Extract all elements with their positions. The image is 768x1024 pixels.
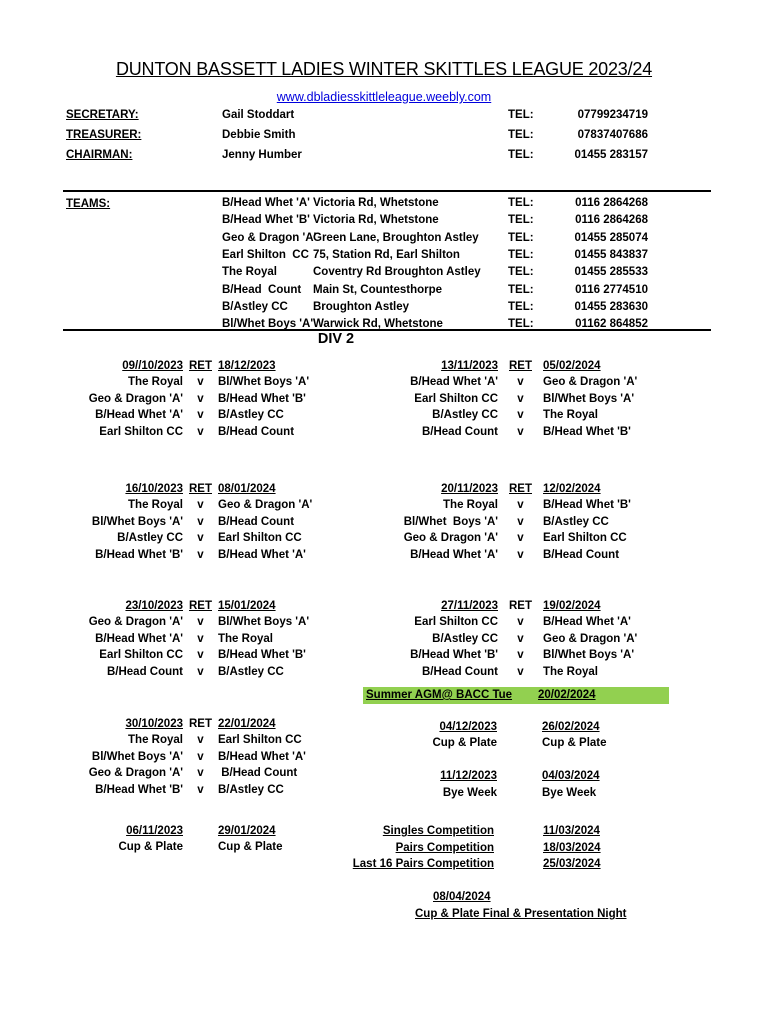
versus-label: v bbox=[517, 665, 524, 678]
versus-label: v bbox=[197, 376, 204, 389]
first-leg-date: 16/10/2023 bbox=[125, 483, 183, 495]
ret-label: RET bbox=[509, 360, 532, 372]
team-phone: 01455 285533 bbox=[574, 266, 648, 279]
away-team: The Royal bbox=[543, 665, 598, 678]
away-team: B/Head Whet 'A' bbox=[218, 750, 306, 763]
fixture-block bbox=[0, 598, 330, 680]
cup-cell-first: 11/12/2023 bbox=[440, 770, 497, 783]
home-team: The Royal bbox=[443, 499, 498, 512]
fixture-block-header bbox=[315, 481, 645, 497]
cup-block-left bbox=[0, 824, 300, 857]
home-team: B/Astley CC bbox=[432, 409, 498, 422]
first-leg-date: 30/10/2023 bbox=[125, 718, 183, 730]
away-team: B/Astley CC bbox=[218, 783, 284, 796]
away-team: B/Head Count bbox=[218, 515, 295, 528]
home-team: B/Head Whet 'B' bbox=[95, 783, 183, 796]
website-link[interactable]: www.dbladiesskittleleague.weebly.com bbox=[276, 90, 492, 104]
first-leg-date: 09//10/2023 bbox=[122, 360, 183, 372]
official-phone: 01455 283157 bbox=[574, 149, 648, 161]
page-title: DUNTON BASSETT LADIES WINTER SKITTLES LEAGUE 2023/24 bbox=[115, 59, 653, 79]
fixture-block bbox=[315, 481, 645, 563]
away-team: Bl/Whet Boys 'A' bbox=[543, 649, 635, 662]
fixture-block-header bbox=[315, 358, 645, 374]
versus-label: v bbox=[517, 515, 524, 528]
competition-row bbox=[340, 824, 660, 841]
versus-label: v bbox=[517, 616, 524, 629]
cup-cell-first: Cup & Plate bbox=[118, 841, 183, 854]
fixture-row bbox=[0, 631, 330, 647]
team-row bbox=[0, 265, 768, 282]
agm-date: 20/02/2024 bbox=[538, 689, 596, 701]
home-team: Geo & Dragon 'A' bbox=[403, 532, 498, 545]
away-team: Earl Shilton CC bbox=[218, 532, 302, 545]
team-phone: 01455 285074 bbox=[574, 231, 648, 244]
fixture-row bbox=[315, 631, 645, 647]
fixture-block bbox=[0, 358, 330, 440]
home-team: The Royal bbox=[128, 376, 183, 389]
team-name: The Royal bbox=[222, 266, 277, 279]
ret-label: RET bbox=[189, 483, 212, 495]
team-name: Geo & Dragon 'A' bbox=[222, 231, 317, 244]
fixture-row bbox=[315, 647, 645, 663]
cup-row bbox=[0, 824, 300, 840]
team-name: B/Head Whet 'B' bbox=[222, 214, 310, 227]
fixture-row bbox=[315, 514, 645, 530]
versus-label: v bbox=[197, 665, 204, 678]
fixture-row bbox=[0, 424, 330, 440]
team-name: B/Head Whet 'A' bbox=[222, 197, 310, 209]
away-team: B/Head Whet 'B' bbox=[218, 649, 306, 662]
team-name: B/Head Count bbox=[222, 283, 302, 296]
away-team: Geo & Dragon 'A' bbox=[543, 376, 638, 389]
versus-label: v bbox=[197, 734, 204, 747]
team-row bbox=[0, 283, 768, 300]
team-phone: 0116 2864268 bbox=[575, 214, 648, 227]
ret-label: RET bbox=[189, 600, 212, 612]
team-venue: Victoria Rd, Whetstone bbox=[313, 197, 439, 209]
versus-label: v bbox=[197, 425, 204, 438]
away-team: B/Head Whet 'B' bbox=[543, 499, 631, 512]
cup-cell-second: 26/02/2024 bbox=[542, 721, 600, 733]
official-phone: 07799234719 bbox=[577, 109, 648, 121]
away-team: B/Astley CC bbox=[218, 665, 284, 678]
home-team: Geo & Dragon 'A' bbox=[88, 616, 183, 629]
away-team: B/Astley CC bbox=[218, 409, 284, 422]
return-leg-date: 05/02/2024 bbox=[543, 360, 601, 372]
fixture-row bbox=[0, 547, 330, 563]
competition-name: Pairs Competition bbox=[395, 841, 494, 854]
away-team: B/Head Whet 'B' bbox=[543, 425, 631, 438]
home-team: Bl/Whet Boys 'A' bbox=[91, 750, 183, 763]
home-team: Geo & Dragon 'A' bbox=[88, 392, 183, 405]
tel-label: TEL: bbox=[508, 231, 534, 244]
versus-label: v bbox=[197, 548, 204, 561]
tel-label: TEL: bbox=[508, 129, 534, 141]
competitions-section bbox=[340, 824, 660, 874]
cup-row bbox=[315, 786, 615, 802]
fixture-row bbox=[315, 407, 645, 423]
fixture-row bbox=[315, 547, 645, 563]
fixture-row bbox=[0, 374, 330, 390]
cup-cell-second: Cup & Plate bbox=[218, 841, 283, 854]
versus-label: v bbox=[197, 750, 204, 763]
fixture-block bbox=[315, 358, 645, 440]
cup-cell-first: Cup & Plate bbox=[432, 737, 497, 750]
official-role-label: CHAIRMAN: bbox=[66, 149, 133, 161]
tel-label: TEL: bbox=[508, 197, 534, 209]
cup-cell-second: 29/01/2024 bbox=[218, 825, 276, 837]
cup-row bbox=[315, 753, 615, 769]
cup-row bbox=[315, 736, 615, 752]
away-team: Geo & Dragon 'A' bbox=[543, 632, 638, 645]
teams-section bbox=[0, 196, 768, 335]
team-name: Bl/Whet Boys 'A' bbox=[222, 318, 314, 331]
versus-label: v bbox=[197, 616, 204, 629]
first-leg-date: 20/11/2023 bbox=[441, 483, 498, 495]
fixture-block bbox=[0, 481, 330, 563]
team-venue: Coventry Rd Broughton Astley bbox=[313, 266, 481, 279]
fixture-row bbox=[0, 514, 330, 530]
cup-cell-first: 04/12/2023 bbox=[439, 721, 497, 733]
return-leg-date: 12/02/2024 bbox=[543, 483, 601, 495]
return-leg-date: 22/01/2024 bbox=[218, 718, 276, 730]
cup-cell-second: Cup & Plate bbox=[542, 737, 607, 750]
tel-label: TEL: bbox=[508, 109, 534, 121]
away-team: Earl Shilton CC bbox=[218, 734, 302, 747]
fixture-row bbox=[315, 391, 645, 407]
versus-label: v bbox=[197, 499, 204, 512]
versus-label: v bbox=[517, 376, 524, 389]
fixture-block bbox=[315, 598, 645, 680]
team-phone: 01455 283630 bbox=[574, 301, 648, 314]
fixture-row bbox=[0, 407, 330, 423]
fixture-row bbox=[0, 614, 330, 630]
home-team: The Royal bbox=[128, 734, 183, 747]
team-venue: Broughton Astley bbox=[313, 301, 410, 314]
fixture-block-header bbox=[0, 358, 330, 374]
away-team: B/Head Count bbox=[218, 425, 295, 438]
first-leg-date: 23/10/2023 bbox=[125, 600, 183, 612]
home-team: The Royal bbox=[128, 499, 183, 512]
versus-label: v bbox=[517, 532, 524, 545]
fixture-row bbox=[315, 497, 645, 513]
away-team: B/Head Count bbox=[218, 767, 298, 780]
return-leg-date: 19/02/2024 bbox=[543, 600, 601, 612]
home-team: B/Head Whet 'A' bbox=[95, 409, 183, 422]
team-row bbox=[0, 196, 768, 213]
cup-cell-first: 06/11/2023 bbox=[126, 825, 183, 837]
team-venue: Warwick Rd, Whetstone bbox=[313, 318, 443, 331]
fixture-block-header bbox=[0, 598, 330, 614]
versus-label: v bbox=[197, 532, 204, 545]
fixture-row bbox=[0, 732, 330, 748]
fixture-row bbox=[0, 647, 330, 663]
first-leg-date: 13/11/2023 bbox=[441, 360, 498, 372]
ret-label: RET bbox=[509, 483, 532, 495]
home-team: B/Head Count bbox=[106, 665, 183, 678]
versus-label: v bbox=[197, 632, 204, 645]
final-night-label: Cup & Plate Final & Presentation Night bbox=[415, 908, 627, 920]
versus-label: v bbox=[197, 392, 204, 405]
fixture-row bbox=[0, 765, 330, 781]
fixture-row bbox=[0, 530, 330, 546]
team-row bbox=[0, 231, 768, 248]
versus-label: v bbox=[197, 767, 204, 780]
horizontal-rule-top bbox=[63, 190, 711, 192]
fixture-block-header bbox=[0, 716, 330, 732]
versus-label: v bbox=[197, 409, 204, 422]
versus-label: v bbox=[517, 392, 524, 405]
competition-name: Last 16 Pairs Competition bbox=[352, 858, 494, 871]
home-team: B/Astley CC bbox=[432, 632, 498, 645]
away-team: B/Head Whet 'A' bbox=[218, 548, 306, 561]
return-leg-date: 08/01/2024 bbox=[218, 483, 276, 495]
versus-label: v bbox=[197, 649, 204, 662]
fixture-row bbox=[315, 530, 645, 546]
home-team: B/Head Whet 'B' bbox=[95, 548, 183, 561]
away-team: The Royal bbox=[543, 409, 598, 422]
home-team: B/Head Count bbox=[421, 665, 498, 678]
agm-row bbox=[363, 687, 669, 704]
team-venue: Green Lane, Broughton Astley bbox=[313, 231, 479, 244]
final-night-date: 08/04/2024 bbox=[433, 891, 491, 903]
official-row bbox=[0, 108, 768, 128]
cup-row bbox=[0, 840, 300, 856]
home-team: B/Head Whet 'B' bbox=[410, 649, 498, 662]
fixture-row bbox=[315, 614, 645, 630]
ret-label: RET bbox=[189, 360, 212, 372]
versus-label: v bbox=[197, 515, 204, 528]
versus-label: v bbox=[517, 425, 524, 438]
team-row bbox=[0, 248, 768, 265]
competition-name: Singles Competition bbox=[382, 825, 494, 837]
fixture-row bbox=[0, 782, 330, 798]
team-name: B/Astley CC bbox=[222, 301, 288, 314]
official-name: Jenny Humber bbox=[222, 149, 302, 161]
tel-label: TEL: bbox=[508, 149, 534, 161]
competition-date: 18/03/2024 bbox=[543, 841, 601, 854]
official-phone: 07837407686 bbox=[577, 129, 648, 141]
fixture-row bbox=[0, 749, 330, 765]
team-venue: Main St, Countesthorpe bbox=[313, 283, 443, 296]
team-venue: 75, Station Rd, Earl Shilton bbox=[313, 249, 460, 262]
away-team: The Royal bbox=[218, 632, 273, 645]
tel-label: TEL: bbox=[508, 318, 534, 331]
division-heading: DIV 2 bbox=[317, 331, 355, 347]
team-name: Earl Shilton CC bbox=[222, 249, 309, 262]
teams-label: TEAMS: bbox=[66, 198, 111, 210]
versus-label: v bbox=[517, 649, 524, 662]
team-phone: 0116 2864268 bbox=[575, 197, 648, 209]
tel-label: TEL: bbox=[508, 283, 534, 296]
away-team: B/Head Count bbox=[543, 548, 620, 561]
ret-label: RET bbox=[509, 600, 532, 612]
home-team: Geo & Dragon 'A' bbox=[88, 767, 183, 780]
officials-section bbox=[0, 108, 768, 168]
competition-date: 25/03/2024 bbox=[543, 858, 601, 871]
away-team: Earl Shilton CC bbox=[543, 532, 627, 545]
cup-row bbox=[315, 769, 615, 785]
tel-label: TEL: bbox=[508, 214, 534, 227]
fixture-row bbox=[315, 424, 645, 440]
home-team: Earl Shilton CC bbox=[99, 649, 183, 662]
fixture-block bbox=[0, 716, 330, 798]
versus-label: v bbox=[517, 548, 524, 561]
home-team: B/Astley CC bbox=[117, 532, 183, 545]
home-team: Earl Shilton CC bbox=[414, 616, 498, 629]
first-leg-date: 27/11/2023 bbox=[441, 600, 498, 612]
fixture-block-header bbox=[0, 481, 330, 497]
team-row bbox=[0, 213, 768, 230]
cup-bye-block-right bbox=[315, 720, 615, 802]
home-team: B/Head Whet 'A' bbox=[410, 376, 498, 389]
fixture-row bbox=[0, 664, 330, 680]
competition-date: 11/03/2024 bbox=[543, 825, 600, 837]
versus-label: v bbox=[197, 783, 204, 796]
versus-label: v bbox=[517, 632, 524, 645]
home-team: B/Head Whet 'A' bbox=[95, 632, 183, 645]
team-phone: 01162 864852 bbox=[575, 318, 648, 331]
fixture-row bbox=[0, 497, 330, 513]
fixture-row bbox=[315, 374, 645, 390]
home-team: Bl/Whet Boys 'A' bbox=[403, 515, 498, 528]
team-venue: Victoria Rd, Whetstone bbox=[313, 214, 439, 227]
competition-row bbox=[340, 857, 660, 874]
official-name: Debbie Smith bbox=[222, 129, 296, 141]
cup-row bbox=[315, 720, 615, 736]
official-row bbox=[0, 148, 768, 168]
away-team: B/Astley CC bbox=[543, 515, 609, 528]
fixture-block-header bbox=[315, 598, 645, 614]
official-name: Gail Stoddart bbox=[222, 109, 295, 121]
fixture-row bbox=[0, 391, 330, 407]
team-phone: 01455 843837 bbox=[574, 249, 648, 262]
fixture-row bbox=[315, 664, 645, 680]
tel-label: TEL: bbox=[508, 301, 534, 314]
cup-cell-first: Bye Week bbox=[442, 786, 497, 799]
agm-label: Summer AGM@ BACC Tue bbox=[366, 689, 513, 701]
away-team: Geo & Dragon 'A' bbox=[218, 499, 313, 512]
official-role-label: TREASURER: bbox=[66, 129, 142, 141]
versus-label: v bbox=[517, 409, 524, 422]
home-team: Earl Shilton CC bbox=[99, 425, 183, 438]
away-team: Bl/Whet Boys 'A' bbox=[218, 616, 310, 629]
away-team: B/Head Whet 'B' bbox=[218, 392, 306, 405]
team-row bbox=[0, 300, 768, 317]
competition-row bbox=[340, 841, 660, 858]
home-team: Earl Shilton CC bbox=[414, 392, 498, 405]
away-team: Bl/Whet Boys 'A' bbox=[543, 392, 635, 405]
cup-cell-second: Bye Week bbox=[542, 786, 597, 799]
ret-label: RET bbox=[189, 718, 212, 730]
home-team: B/Head Count bbox=[421, 425, 498, 438]
home-team: Bl/Whet Boys 'A' bbox=[91, 515, 183, 528]
away-team: B/Head Whet 'A' bbox=[543, 616, 631, 629]
return-leg-date: 15/01/2024 bbox=[218, 600, 276, 612]
official-role-label: SECRETARY: bbox=[66, 109, 139, 121]
team-phone: 0116 2774510 bbox=[575, 283, 648, 296]
versus-label: v bbox=[517, 499, 524, 512]
tel-label: TEL: bbox=[508, 249, 534, 262]
away-team: Bl/Whet Boys 'A' bbox=[218, 376, 310, 389]
return-leg-date: 18/12/2023 bbox=[218, 360, 276, 372]
cup-cell-second: 04/03/2024 bbox=[542, 770, 600, 783]
official-row bbox=[0, 128, 768, 148]
home-team: B/Head Whet 'A' bbox=[410, 548, 498, 561]
tel-label: TEL: bbox=[508, 266, 534, 279]
